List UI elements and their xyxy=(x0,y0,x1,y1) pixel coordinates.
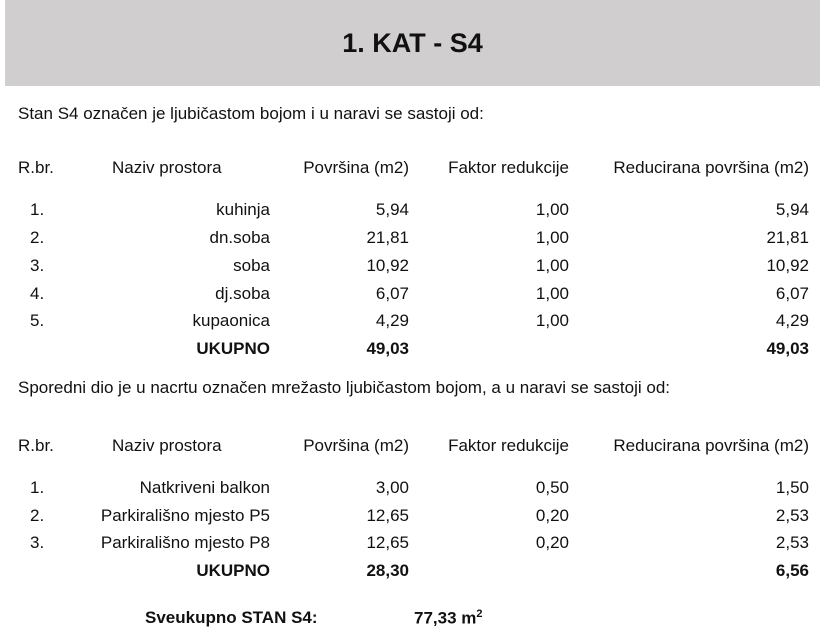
cell-povrsina: 5,94 xyxy=(375,200,409,219)
section1-intro: Stan S4 označen je ljubičastom bojom i u naravi se sastoji od: xyxy=(18,104,484,123)
table-row xyxy=(0,228,825,250)
cell-faktor: 1,00 xyxy=(535,228,569,247)
total-reduced: 49,03 xyxy=(766,339,809,358)
cell-povrsina: 12,65 xyxy=(366,533,409,552)
table-header xyxy=(0,436,825,458)
table-row xyxy=(0,478,825,500)
cell-naziv: dn.soba xyxy=(209,228,270,247)
total-area: 28,30 xyxy=(366,561,409,580)
total-row xyxy=(0,339,825,361)
header-povrsina: Površina (m2) xyxy=(303,158,409,177)
cell-faktor: 1,00 xyxy=(535,311,569,330)
cell-reducirana: 1,50 xyxy=(775,478,809,497)
cell-naziv: Parkirališno mjesto P5 xyxy=(100,506,270,525)
header-reducirana: Reducirana površina (m2) xyxy=(613,436,809,455)
cell-faktor: 0,20 xyxy=(535,533,569,552)
cell-faktor: 0,20 xyxy=(535,506,569,525)
header-naziv: Naziv prostora xyxy=(112,436,222,455)
cell-reducirana: 10,92 xyxy=(766,256,809,275)
cell-reducirana: 5,94 xyxy=(775,200,809,219)
title-banner xyxy=(5,0,820,86)
grand-total-unit: m xyxy=(461,608,477,628)
header-faktor: Faktor redukcije xyxy=(448,436,569,455)
cell-rbr: 4. xyxy=(30,284,45,303)
cell-naziv: Natkriveni balkon xyxy=(139,478,270,497)
grand-total-unit-sup: 2 xyxy=(476,608,483,620)
table-row xyxy=(0,506,825,528)
header-faktor: Faktor redukcije xyxy=(448,158,569,177)
cell-reducirana: 2,53 xyxy=(775,506,809,525)
cell-povrsina: 6,07 xyxy=(375,284,409,303)
cell-reducirana: 2,53 xyxy=(775,533,809,552)
header-reducirana: Reducirana površina (m2) xyxy=(613,158,809,177)
cell-naziv: Parkirališno mjesto P8 xyxy=(100,533,270,552)
cell-reducirana: 4,29 xyxy=(775,311,809,330)
cell-faktor: 1,00 xyxy=(535,284,569,303)
cell-povrsina: 3,00 xyxy=(375,478,409,497)
cell-rbr: 1. xyxy=(30,200,45,219)
total-reduced: 6,56 xyxy=(775,561,809,580)
cell-rbr: 2. xyxy=(30,506,45,525)
cell-povrsina: 10,92 xyxy=(366,256,409,275)
total-label: UKUPNO xyxy=(196,561,270,580)
cell-reducirana: 6,07 xyxy=(775,284,809,303)
table-header xyxy=(0,158,825,180)
cell-povrsina: 21,81 xyxy=(366,228,409,247)
cell-rbr: 1. xyxy=(30,478,45,497)
cell-faktor: 1,00 xyxy=(535,256,569,275)
cell-povrsina: 4,29 xyxy=(375,311,409,330)
header-rbr: R.br. xyxy=(18,436,54,455)
total-label: UKUPNO xyxy=(196,339,270,358)
cell-faktor: 1,00 xyxy=(535,200,569,219)
cell-naziv: dj.soba xyxy=(215,284,270,303)
cell-rbr: 2. xyxy=(30,228,45,247)
table-row xyxy=(0,200,825,222)
page-title: 1. KAT - S4 xyxy=(342,27,483,58)
header-rbr: R.br. xyxy=(18,158,54,177)
grand-total-label: Sveukupno STAN S4: xyxy=(145,608,318,627)
grand-total-number: 77,33 xyxy=(414,608,457,628)
cell-rbr: 5. xyxy=(30,311,45,330)
cell-naziv: soba xyxy=(233,256,270,275)
cell-reducirana: 21,81 xyxy=(766,228,809,247)
total-area: 49,03 xyxy=(366,339,409,358)
cell-rbr: 3. xyxy=(30,256,45,275)
table-row xyxy=(0,533,825,555)
cell-naziv: kupaonica xyxy=(192,311,270,330)
table-row xyxy=(0,311,825,333)
total-row xyxy=(0,561,825,583)
cell-faktor: 0,50 xyxy=(535,478,569,497)
table-row xyxy=(0,256,825,278)
cell-povrsina: 12,65 xyxy=(366,506,409,525)
table-row xyxy=(0,284,825,306)
cell-rbr: 3. xyxy=(30,533,45,552)
header-naziv: Naziv prostora xyxy=(112,158,222,177)
cell-naziv: kuhinja xyxy=(216,200,270,219)
header-povrsina: Površina (m2) xyxy=(303,436,409,455)
section2-intro: Sporedni dio je u nacrtu označen mrežasto ljubičastom bojom, a u naravi se sastoji od: xyxy=(18,378,671,397)
grand-total-value xyxy=(414,608,483,629)
